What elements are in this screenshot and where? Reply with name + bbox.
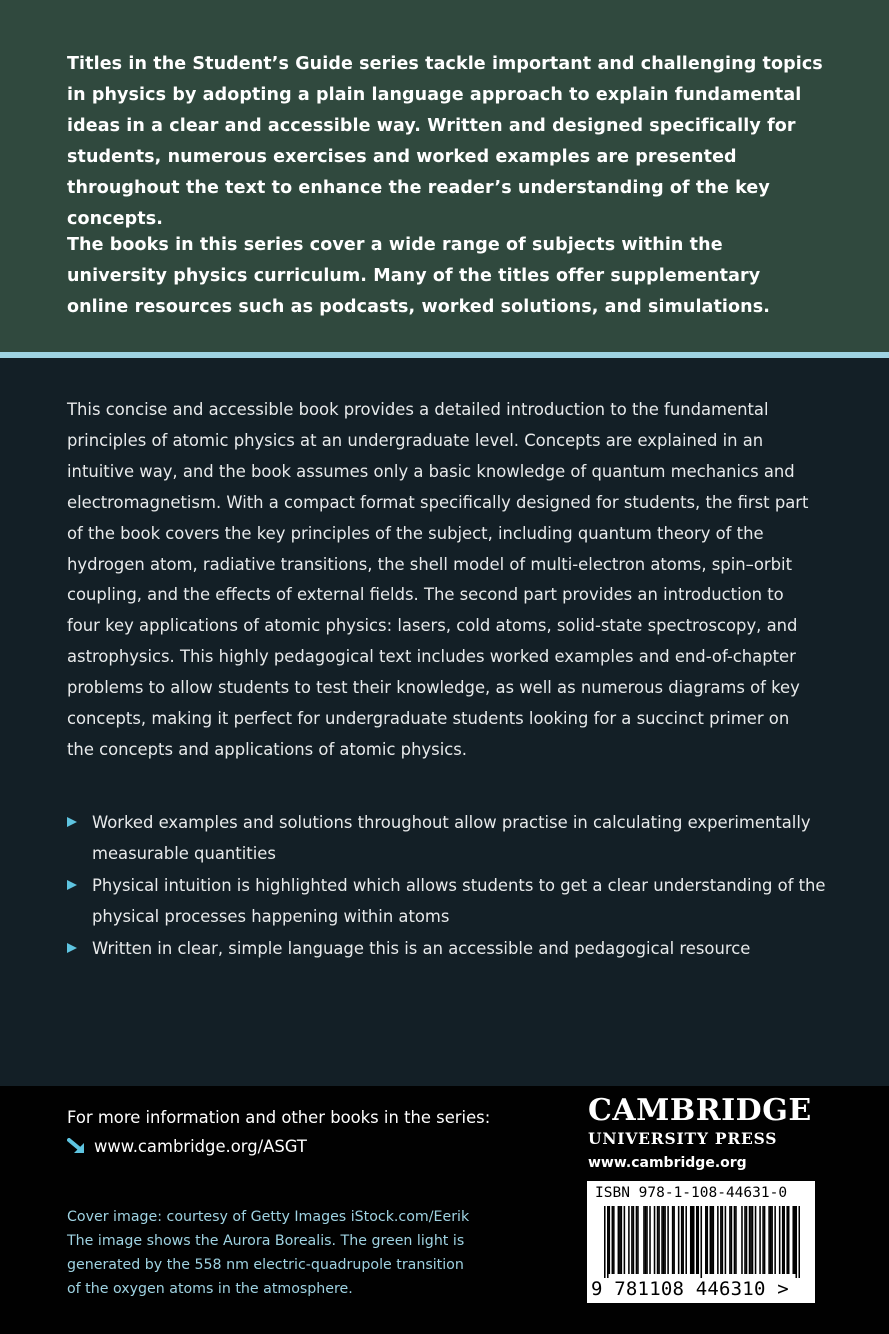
barcode-bar: [707, 1206, 709, 1274]
feature-text: Written in clear, simple language this is an accessible and pedagogical resource: [92, 939, 751, 958]
more-info-text: For more information and other books in the series:: [67, 1108, 491, 1127]
publisher-logo: [588, 1094, 828, 1176]
barcode-bar: [792, 1206, 794, 1274]
barcode-bar: [731, 1206, 733, 1274]
barcode-bar: [697, 1206, 699, 1274]
barcode-bar: [646, 1206, 648, 1274]
feature-item: [67, 807, 827, 869]
barcode-bar: [764, 1206, 766, 1274]
barcode-bar: [649, 1206, 651, 1274]
barcode-bar: [700, 1206, 702, 1278]
isbn-label: ISBN 978-1-108-44631-0: [595, 1185, 788, 1201]
barcode-bar: [749, 1206, 751, 1274]
barcode-bar: [691, 1206, 693, 1274]
barcode-bar: [631, 1206, 633, 1274]
barcode-bar: [717, 1206, 719, 1274]
publisher-url: www.cambridge.org: [588, 1155, 747, 1171]
barcode-bar: [729, 1206, 731, 1274]
feature-list: [67, 807, 827, 965]
barcode-bar: [664, 1206, 666, 1274]
book-description: This concise and accessible book provides a detailed introduction to the fundamental principles of atomic physics at an undergraduate level. Concepts are explained in an intuitive way, and the book assumes only a basic knowledge of quantum mechanics and electromagnetism. With a compact format specifically designed for students, the first part of the book covers the key principles of the subject, including quantum theory of the hydrogen atom, radiative transitions, the shell model of multi-electron atoms, spin–orbit coupling, and the effects of external fields. The second part provides an introduction to four key applications of atomic physics: lasers, cold atoms, solid-state spectroscopy, and astrophysics. This highly pedagogical text includes worked examples and end-of-chapter problems to allow students to test their knowledge, as well as numerous diagrams of key concepts, making it perfect for undergraduate students looking for a succinct primer on the concepts and applications of atomic physics.: [67, 400, 809, 759]
barcode-bar: [710, 1206, 712, 1274]
barcode-bar: [693, 1206, 695, 1274]
barcode-bar: [658, 1206, 660, 1274]
barcode-bar: [624, 1206, 626, 1274]
publisher-subname: UNIVERSITY PRESS: [588, 1129, 778, 1148]
publisher-name: CAMBRIDGE: [588, 1093, 812, 1128]
barcode-bar: [783, 1206, 785, 1274]
series-link[interactable]: [67, 1132, 307, 1161]
barcode-bar: [672, 1206, 674, 1274]
barcode-bar: [779, 1206, 781, 1274]
barcode-bar: [722, 1206, 724, 1274]
barcode-bar: [633, 1206, 635, 1274]
isbn-barcode: [587, 1181, 815, 1303]
barcode-bar: [795, 1206, 797, 1278]
barcode-bar: [774, 1206, 776, 1274]
triangle-right-icon: [67, 880, 77, 890]
barcode-bar: [759, 1206, 761, 1274]
barcode-bar: [696, 1206, 698, 1274]
barcode-bar: [681, 1206, 683, 1274]
barcode-bar: [798, 1206, 800, 1278]
barcode-bar: [636, 1206, 638, 1274]
barcode-bar: [744, 1206, 746, 1274]
barcode-bar: [607, 1206, 609, 1278]
series-url: www.cambridge.org/ASGT: [94, 1137, 307, 1156]
feature-item: [67, 933, 827, 964]
barcode-bar: [786, 1206, 788, 1274]
barcode-bar: [673, 1206, 675, 1274]
barcode-bar: [618, 1206, 620, 1274]
barcode-bar: [755, 1206, 757, 1274]
barcode-bar: [794, 1206, 796, 1274]
barcode-bar: [661, 1206, 663, 1274]
barcode-bar: [741, 1206, 743, 1274]
credit-line: The image shows the Aurora Borealis. The green light is: [67, 1233, 465, 1249]
feature-text: Worked examples and solutions throughout allow practise in calculating experimentally measurable quantities: [92, 813, 811, 863]
barcode-digits: 9 781108 446310 >: [591, 1278, 789, 1300]
triangle-right-icon: [67, 943, 77, 953]
barcode-bar: [734, 1206, 736, 1274]
feature-item: [67, 870, 827, 932]
barcode-bar: [782, 1206, 784, 1274]
barcode-bar: [619, 1206, 621, 1274]
barcode-bar: [771, 1206, 773, 1274]
barcode-bar: [752, 1206, 754, 1274]
barcode-bar: [685, 1206, 687, 1274]
barcode-bar: [645, 1206, 647, 1274]
credit-line: Cover image: courtesy of Getty Images iStock.com/Eerik: [67, 1209, 470, 1225]
feature-text: Physical intuition is highlighted which allows students to get a clear understanding of the physical processes happening within atoms: [92, 876, 826, 926]
credit-line: of the oxygen atoms in the atmosphere.: [67, 1281, 353, 1297]
barcode-bar: [713, 1206, 715, 1274]
barcode-bar: [682, 1206, 684, 1274]
barcode-bar: [725, 1206, 727, 1274]
barcode-bar: [678, 1206, 680, 1274]
barcode-bar: [746, 1206, 748, 1274]
barcode-bar: [788, 1206, 790, 1274]
credit-line: generated by the 558 nm electric-quadrupole transition: [67, 1257, 464, 1273]
barcode-bar: [735, 1206, 737, 1274]
barcode-bar: [643, 1206, 645, 1274]
barcode-bar: [621, 1206, 623, 1274]
barcode-bar: [654, 1206, 656, 1274]
triangle-right-icon: [67, 817, 77, 827]
barcode-bar: [762, 1206, 764, 1274]
barcode-bar: [628, 1206, 630, 1274]
barcode-bar: [613, 1206, 615, 1274]
barcode-bar: [604, 1206, 606, 1278]
arrow-down-right-icon: [67, 1138, 87, 1156]
barcode-bar: [720, 1206, 722, 1274]
barcode-bar: [637, 1206, 639, 1274]
barcode-bar: [667, 1206, 669, 1274]
barcode-bar: [612, 1206, 614, 1274]
barcode-bar: [768, 1206, 770, 1274]
barcode-bar: [690, 1206, 692, 1274]
barcode-bar: [770, 1206, 772, 1274]
barcode-bar: [663, 1206, 665, 1274]
barcode-bar: [609, 1206, 611, 1274]
cover-image-credit: [67, 1205, 537, 1301]
barcode-bar: [657, 1206, 659, 1274]
barcode-bar: [711, 1206, 713, 1274]
barcode-bars: [604, 1206, 800, 1278]
series-paragraph-2: The books in this series cover a wide range of subjects within the university physics curriculum. Many of the titles offer supplementary online resources such as podcasts, worked solutions, and simulations.: [67, 235, 770, 317]
series-paragraph-1: Titles in the Student’s Guide series tackle important and challenging topics in physics by adopting a plain language approach to explain fundamental ideas in a clear and accessible way. Written and designed specifically for students, numerous exercises and worked examples are presented throughout the text to enhance the reader’s understanding of the key concepts.: [67, 54, 823, 229]
barcode-bar: [705, 1206, 707, 1274]
barcode-bar: [750, 1206, 752, 1274]
